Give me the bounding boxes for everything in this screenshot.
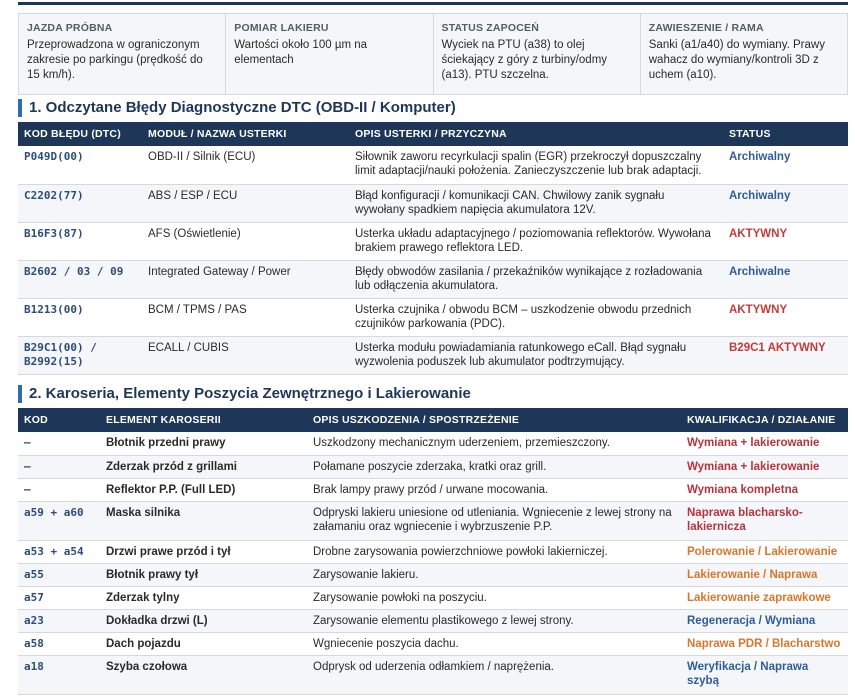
column-header: OPIS USTERKI / PRZYCZYNA	[349, 122, 723, 146]
table-row	[18, 609, 848, 632]
status-badge: AKTYWNY	[723, 222, 848, 260]
dtc-module: Integrated Gateway / Power	[142, 260, 349, 298]
table-row	[18, 478, 848, 501]
action-label: Regeneracja / Wymiana	[681, 609, 848, 632]
action-label: Lakierowanie zaprawkowe	[681, 586, 848, 609]
summary-text: Sanki (a1/a40) do wymiany. Prawy wahacz do wymiany/kontroli 3D z uchem (a10).	[648, 39, 825, 81]
part-code: –	[18, 455, 100, 478]
dtc-module: AFS (Oświetlenie)	[142, 222, 349, 260]
dtc-code: B2602 / 03 / 09	[18, 260, 142, 298]
table-row	[18, 184, 848, 222]
status-badge: AKTYWNY	[723, 298, 848, 336]
table-row	[18, 260, 848, 298]
section-title-body: 2. Karoseria, Elementy Poszycia Zewnętrznego i Lakierowanie	[18, 385, 471, 403]
bodywork-table	[18, 408, 848, 695]
part-code: –	[18, 432, 100, 455]
body-element: Dach pojazdu	[100, 632, 307, 655]
dtc-code: B1213(00)	[18, 298, 142, 336]
table-row	[18, 222, 848, 260]
dtc-description: Błędy obwodów zasilania / przekaźników wynikające z rozładowania lub odłączenia akumulatora.	[349, 260, 723, 298]
summary-cell	[226, 14, 433, 94]
damage-description: Zarysowanie powłoki na poszyciu.	[307, 586, 681, 609]
damage-description: Drobne zarysowania powierzchniowe powłoki lakierniczej.	[307, 540, 681, 563]
dtc-module: BCM / TPMS / PAS	[142, 298, 349, 336]
summary-cell	[434, 14, 641, 94]
part-code: a59 + a60	[18, 501, 100, 540]
action-label: Weryfikacja / Naprawa szybą	[681, 655, 848, 694]
dtc-table	[18, 122, 848, 375]
dtc-code: P049D(00)	[18, 146, 142, 184]
action-label: Wymiana kompletna	[681, 478, 848, 501]
damage-description: Połamane poszycie zderzaka, kratki oraz grill.	[307, 455, 681, 478]
body-element: Drzwi prawe przód i tył	[100, 540, 307, 563]
summary-heading: ZAWIESZENIE / RAMA	[648, 22, 764, 34]
damage-description: Wgniecenie poszycia dachu.	[307, 632, 681, 655]
dtc-description: Usterka układu adaptacyjnego / poziomowania reflektorów. Wywołana brakiem prawego reflektora LED.	[349, 222, 723, 260]
dtc-code: C2202(77)	[18, 184, 142, 222]
dtc-description: Siłownik zaworu recyrkulacji spalin (EGR) przekroczył dopuszczalny limit adaptacji/nauki położenia. Zanieczyszczenie lub brak adaptacji.	[349, 146, 723, 184]
table-row	[18, 501, 848, 540]
table-row	[18, 655, 848, 694]
summary-text: Przeprowadzona w ograniczonym zakresie po parkingu (prędkość do 15 km/h).	[27, 39, 203, 81]
column-header: ELEMENT KAROSERII	[100, 408, 307, 432]
table-row	[18, 563, 848, 586]
part-code: a23	[18, 609, 100, 632]
body-element: Zderzak przód z grillami	[100, 455, 307, 478]
dtc-code: B16F3(87)	[18, 222, 142, 260]
action-label: Naprawa PDR / Blacharstwo	[681, 632, 848, 655]
damage-description: Zarysowanie elementu plastikowego z lewej strony.	[307, 609, 681, 632]
action-label: Naprawa blacharsko-lakiernicza	[681, 501, 848, 540]
body-element: Zderzak tylny	[100, 586, 307, 609]
status-badge: Archiwalny	[723, 184, 848, 222]
part-code: a58	[18, 632, 100, 655]
part-code: a55	[18, 563, 100, 586]
status-badge: Archiwalny	[723, 146, 848, 184]
summary-cell	[641, 14, 847, 94]
body-element: Szyba czołowa	[100, 655, 307, 694]
summary-text: Wartości około 100 µm na elementach	[234, 39, 368, 66]
table-row	[18, 540, 848, 563]
dtc-description: Usterka modułu powiadamiania ratunkowego eCall. Błąd sygnału wyzwolenia poduszek lub akumulator podtrzymujący.	[349, 336, 723, 374]
part-code: –	[18, 478, 100, 501]
column-header: KWALIFIKACJA / DZIAŁANIE	[681, 408, 848, 432]
table-row	[18, 455, 848, 478]
table-row	[18, 586, 848, 609]
action-label: Wymiana + lakierowanie	[681, 455, 848, 478]
damage-description: Brak lampy prawy przód / urwane mocowania.	[307, 478, 681, 501]
part-code: a53 + a54	[18, 540, 100, 563]
body-element: Dokładka drzwi (L)	[100, 609, 307, 632]
body-element: Błotnik przedni prawy	[100, 432, 307, 455]
action-label: Polerowanie / Lakierowanie	[681, 540, 848, 563]
damage-description: Odpryski lakieru uniesione od utleniania. Wgniecenie z lewej strony na załamaniu oraz wgniecenie i wybrzuszenie P.P.	[307, 501, 681, 540]
table-row	[18, 298, 848, 336]
status-badge: B29C1 AKTYWNY	[723, 336, 848, 374]
column-header: KOD	[18, 408, 100, 432]
status-badge: Archiwalne	[723, 260, 848, 298]
table-row	[18, 336, 848, 374]
dtc-description: Usterka czujnika / obwodu BCM – uszkodzenie obwodu przednich czujników parkowania (PDC).	[349, 298, 723, 336]
damage-description: Odprysk od uderzenia odłamkiem / naprężenia.	[307, 655, 681, 694]
summary-heading: STATUS ZAPOCEŃ	[441, 22, 539, 34]
column-header: OPIS USZKODZENIA / SPOSTRZEŻENIE	[307, 408, 681, 432]
body-element: Reflektor P.P. (Full LED)	[100, 478, 307, 501]
summary-text: Wyciek na PTU (a38) to olej ściekający z góry z turbiny/odmy (a13). PTU szczelna.	[441, 39, 608, 81]
dtc-module: OBD-II / Silnik (ECU)	[142, 146, 349, 184]
dtc-description: Błąd konfiguracji / komunikacji CAN. Chwilowy zanik sygnału wywołany spadkiem napięcia akumulatora 12V.	[349, 184, 723, 222]
inspection-summary	[18, 13, 848, 95]
summary-heading: POMIAR LAKIERU	[234, 22, 329, 34]
column-header: STATUS	[723, 122, 848, 146]
column-header: MODUŁ / NAZWA USTERKI	[142, 122, 349, 146]
table-row	[18, 632, 848, 655]
damage-description: Zarysowanie lakieru.	[307, 563, 681, 586]
summary-cell	[19, 14, 226, 94]
table-row	[18, 146, 848, 184]
table-row	[18, 432, 848, 455]
summary-heading: JAZDA PRÓBNA	[27, 22, 113, 34]
top-accent-bar	[18, 2, 848, 5]
body-element: Maska silnika	[100, 501, 307, 540]
section-title-dtc: 1. Odczytane Błędy Diagnostyczne DTC (OBD-II / Komputer)	[18, 99, 456, 117]
column-header: KOD BŁĘDU (DTC)	[18, 122, 142, 146]
part-code: a57	[18, 586, 100, 609]
dtc-module: ECALL / CUBIS	[142, 336, 349, 374]
body-element: Błotnik prawy tył	[100, 563, 307, 586]
dtc-code: B29C1(00) / B2992(15)	[18, 336, 142, 374]
action-label: Lakierowanie / Naprawa	[681, 563, 848, 586]
action-label: Wymiana + lakierowanie	[681, 432, 848, 455]
dtc-module: ABS / ESP / ECU	[142, 184, 349, 222]
part-code: a18	[18, 655, 100, 694]
damage-description: Uszkodzony mechanicznym uderzeniem, przemieszczony.	[307, 432, 681, 455]
